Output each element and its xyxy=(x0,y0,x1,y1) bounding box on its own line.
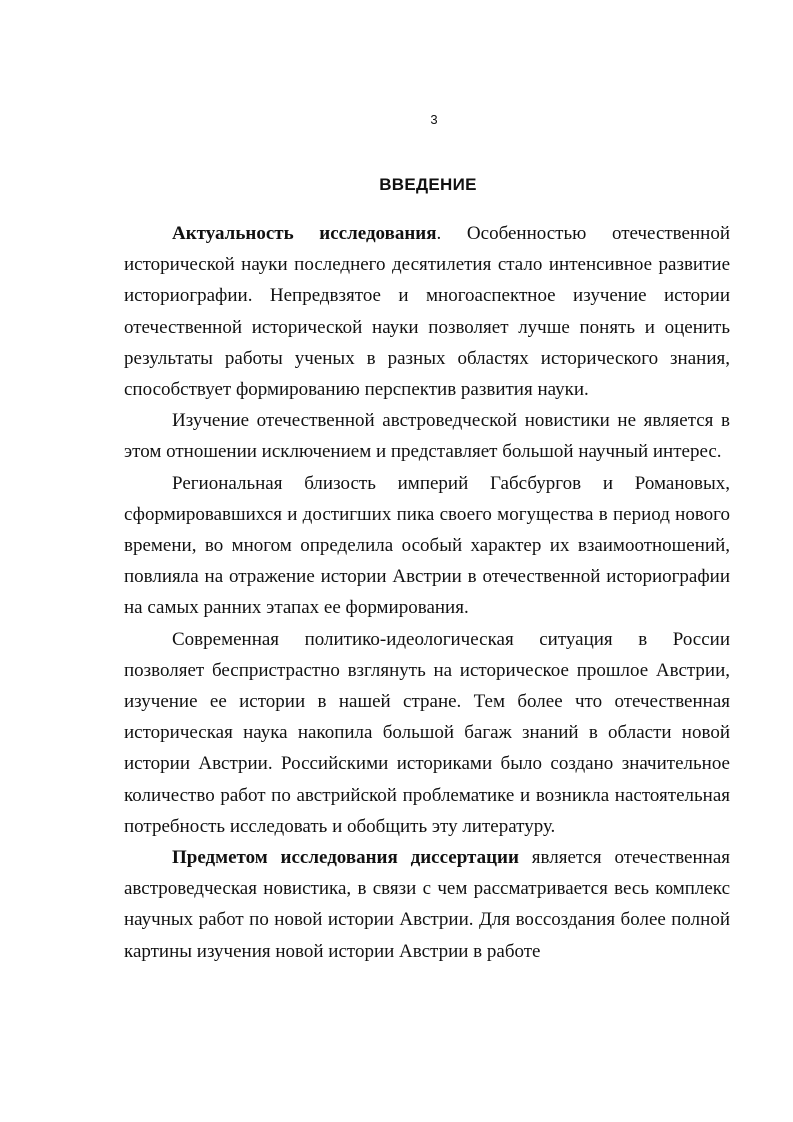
bold-lead-relevance: Актуальность исследования xyxy=(172,223,437,244)
paragraph-regional-proximity xyxy=(124,468,730,624)
paragraph-austrian-studies xyxy=(124,405,730,467)
paragraph-text: Региональная близость империй Габсбургов и Романовых, сформировавшихся и достигших пика своего могущества в период нового времени, во многом определила особый характер их взаимоотношений, повлияла на отражение истории Австрии в отечественной историографии на самых ранних этапах ее формирования. xyxy=(124,472,730,619)
paragraph-text: Современная политико-идеологическая ситуация в России позволяет беспристрастно взглянуть на историческое прошлое Австрии, изучение ее истории в нашей стране. Тем более что отечественная историческая наука накопила большой багаж знаний в области новой истории Австрии. Российскими историками было создано значительное количество работ по австрийской проблематике и возникла настоятельная потребность исследовать и обобщить эту литературу. xyxy=(124,628,730,837)
paragraph-research-subject xyxy=(124,842,730,967)
page-number: 3 xyxy=(430,112,438,127)
document-body xyxy=(124,218,730,967)
paragraph-text: является отечественная австроведческая новистика, в связи с чем рассматривается весь комплекс научных работ по новой истории Австрии. Для воссоздания более полной картины изучения новой истории Австрии в работе xyxy=(124,847,730,962)
paragraph-text: . Особенностью отечественной исторической науки последнего десятилетия стало интенсивное развитие историографии. Непредвзятое и многоаспектное изучение истории отечественной исторической науки позволяет лучше понять и оценить результаты работы ученых в разных областях исторического знания, способствует формированию перспектив развития науки. xyxy=(124,223,730,401)
bold-lead-subject: Предметом исследования диссертации xyxy=(172,847,519,869)
paragraph-text: Изучение отечественной австроведческой новистики не является в этом отношении исключением и представляет большой научный интерес. xyxy=(124,410,730,463)
paragraph-modern-situation xyxy=(124,624,730,842)
section-heading: ВВЕДЕНИЕ xyxy=(379,175,477,194)
paragraph-relevance xyxy=(124,218,730,405)
